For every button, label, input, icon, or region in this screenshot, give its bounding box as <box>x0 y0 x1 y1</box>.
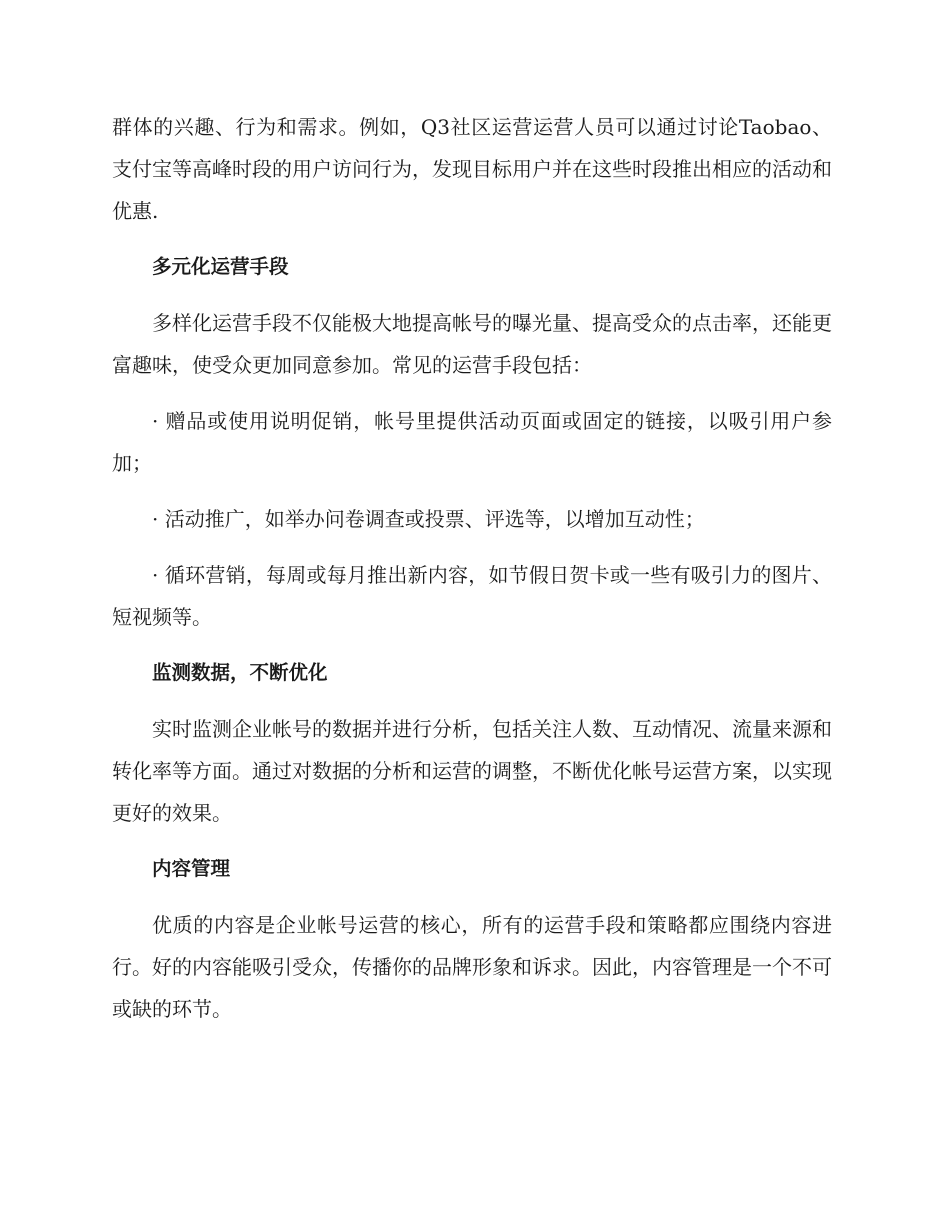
section-paragraph-content-management: 优质的内容是企业帐号运营的核心，所有的运营手段和策略都应围绕内容进行。好的内容能吸引受众，传播你的品牌形象和诉求。因此，内容管理是一个不可或缺的环节。 <box>112 913 832 1021</box>
section-paragraph-monitor-data: 实时监测企业帐号的数据并进行分析，包括关注人数、互动情况、流量来源和转化率等方面。通过对数据的分析和运营的调整，不断优化帐号运营方案，以实现更好的效果。 <box>112 717 832 825</box>
section-heading-diversified-operations: 多元化运营手段 <box>151 255 289 278</box>
bullet-item-promotion: · 活动推广，如举办问卷调查或投票、评选等，以增加互动性； <box>152 507 705 531</box>
bullet-item-giveaway: · 赠品或使用说明促销，帐号里提供活动页面或固定的链接，以吸引用户参加； <box>112 409 832 475</box>
section-paragraph-diversified-operations: 多样化运营手段不仅能极大地提高帐号的曝光量、提高受众的点击率，还能更富趣味，使受众更加同意参加。常见的运营手段包括： <box>112 311 832 377</box>
section-heading-content-management: 内容管理 <box>151 857 230 880</box>
intro-paragraph: 群体的兴趣、行为和需求。例如，Q3社区运营运营人员可以通过讨论Taobao、支付宝等高峰时段的用户访问行为，发现目标用户并在这些时段推出相应的活动和优惠. <box>112 115 832 223</box>
bullet-item-cyclic-marketing: · 循环营销，每周或每月推出新内容，如节假日贺卡或一些有吸引力的图片、短视频等。 <box>112 563 832 629</box>
section-heading-monitor-data: 监测数据，不断优化 <box>151 661 328 684</box>
document-page <box>112 106 832 1030</box>
